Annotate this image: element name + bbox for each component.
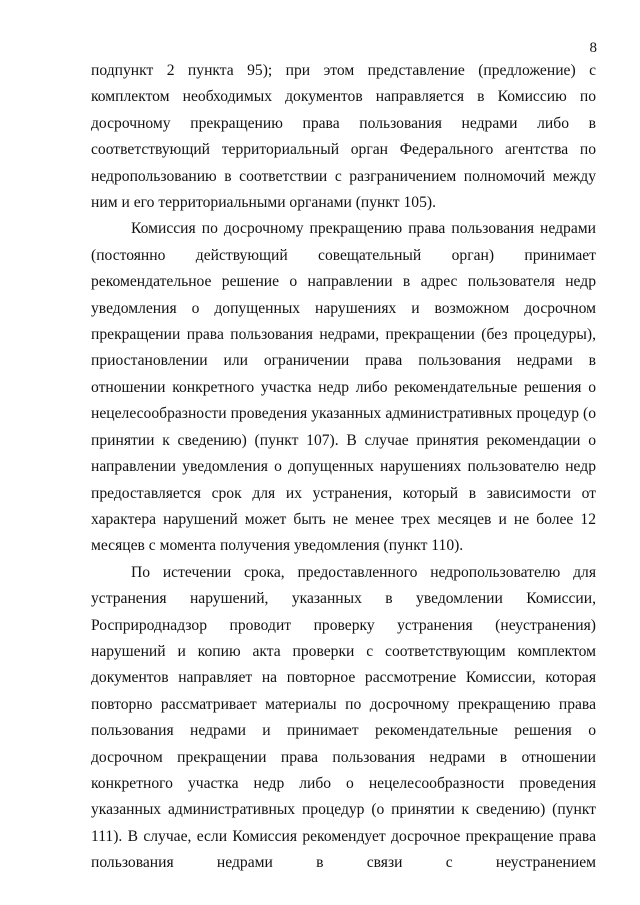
- body-text: [91, 58, 596, 877]
- paragraph-repeat-review: По истечении срока, предоставленного недропользователю для устранения нарушений, указанных в уведомлении Комиссии, Росприроднадзор проводит проверку устранения (неустранения) нарушений и копию акта проверки с соответствующим комплектом документов направляет на повторное рассмотрение Комиссии, которая повторно рассматривает материалы по досрочному прекращению права пользования недрами и принимает рекомендательные решения о досрочном прекращении права пользования недрами в отношении конкретного участка недр либо о нецелесообразности проведения указанных административных процедур (о принятии к сведению) (пункт 111). В случае, если Комиссия рекомендует досрочное прекращение права пользования недрами в связи с неустранением: [91, 563, 596, 872]
- paragraph-continuation: подпункт 2 пункта 95); при этом представление (предложение) с комплектом необходимых документов направляется в Комиссию по досрочному прекращению права пользования недрами либо в соответствующий территориальный орган Федерального агентства по недропользованию в соответствии с разграничением полномочий между ним и его территориальными органами (пункт 105).: [91, 62, 596, 212]
- paragraph-commission-decision: Комиссия по досрочному прекращению права пользования недрами (постоянно действующий совещательный орган) принимает рекомендательное решение о направлении в адрес пользователя недр уведомления о допущенных нарушениях и возможном досрочном прекращении права пользования недрами, прекращении (без процедуры), приостановлении или ограничении права пользования недрами в отношении конкретного участка недр либо рекомендательные решения о нецелесообразности проведения указанных административных процедур (о принятии к сведению) (пункт 107). В случае принятия рекомендации о направлении уведомления о допущенных нарушениях пользователю недр предоставляется срок для их устранения, который в зависимости от характера нарушений может быть не менее трех месяцев и не более 12 месяцев с момента получения уведомления (пункт 110).: [91, 220, 596, 555]
- page-number: 8: [589, 40, 597, 56]
